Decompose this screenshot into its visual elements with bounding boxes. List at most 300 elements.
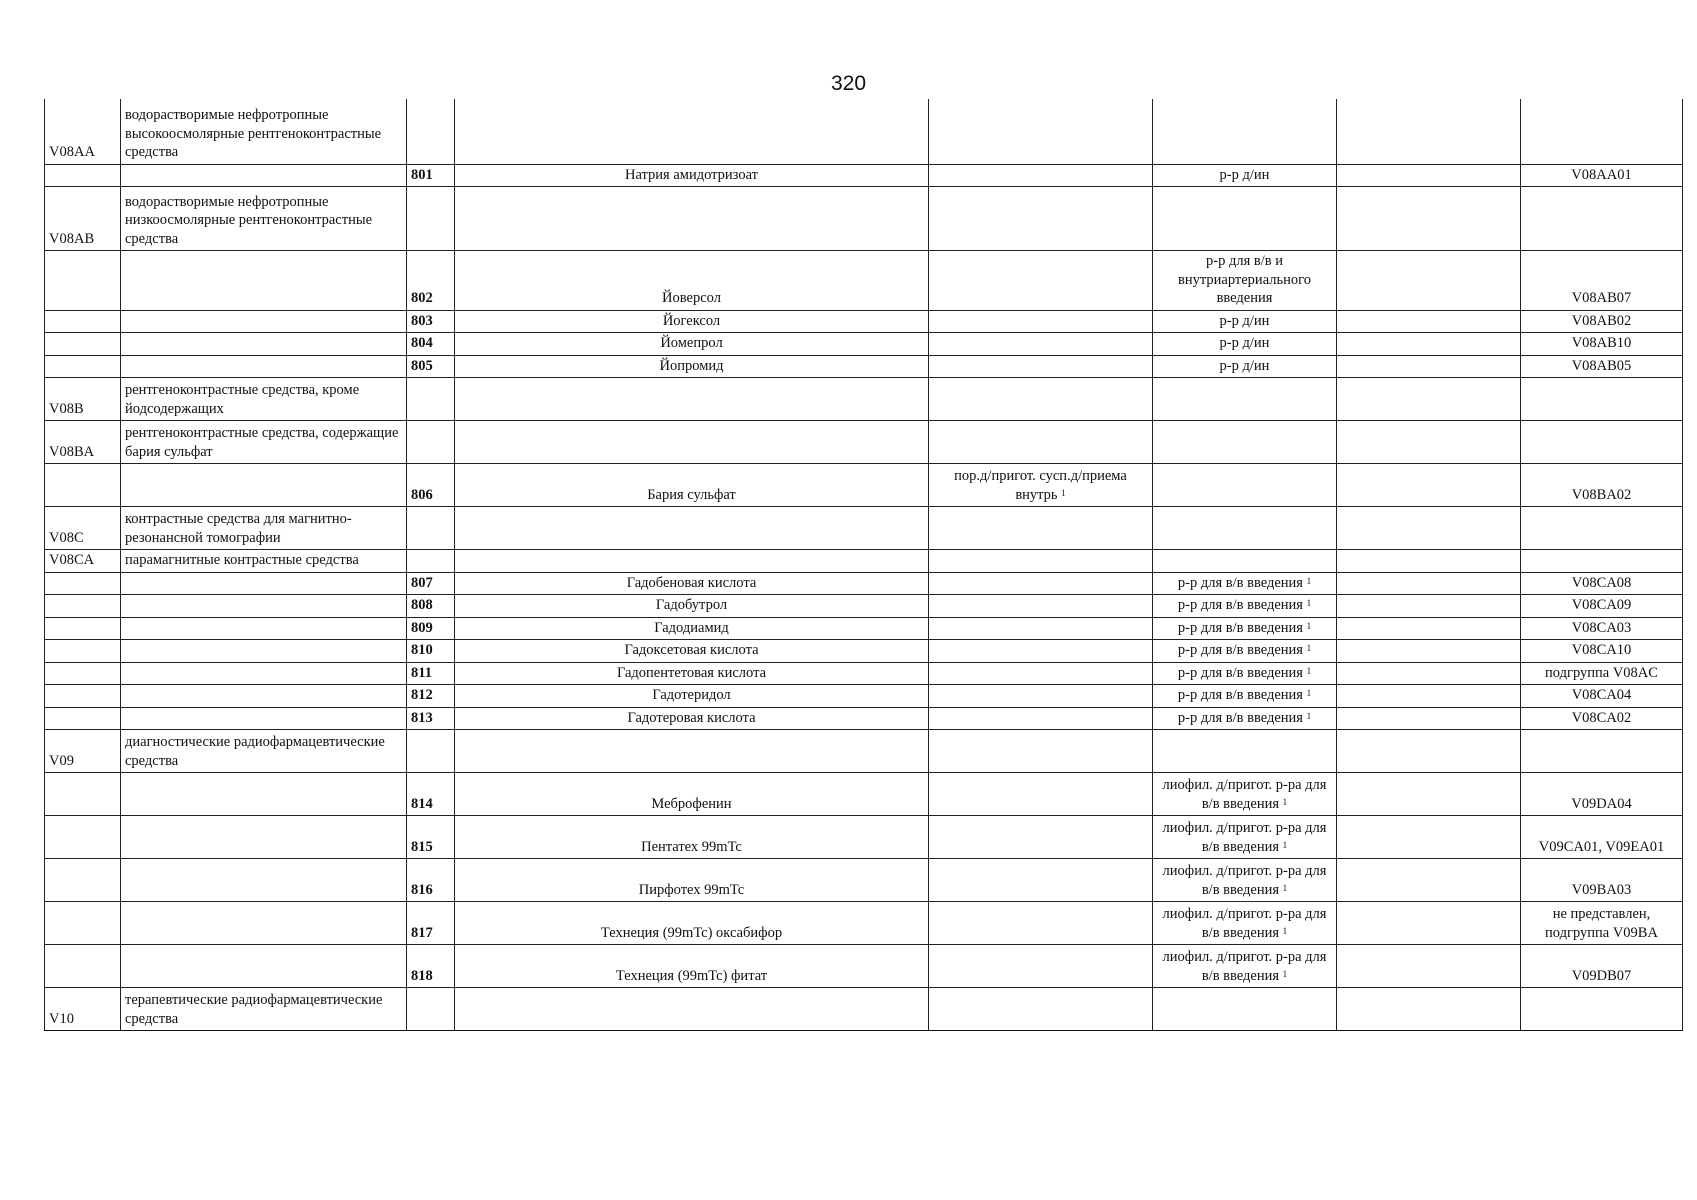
drug-name: Гадобутрол: [655, 597, 728, 613]
item-number-cell: [407, 421, 455, 464]
group-description-cell: [121, 707, 407, 730]
dosage-form-injection: р-р д/ин: [1219, 357, 1270, 374]
drug-name-cell: [455, 421, 929, 464]
atc-group-code-cell: [45, 550, 121, 573]
dosage-form-injection: р-р для в/в введения: [1177, 687, 1303, 703]
dosage-form-injection: р-р для в/в введения: [1177, 709, 1303, 726]
footnote-marker: 1: [1306, 643, 1312, 653]
atc-group-code-cell: [45, 164, 121, 187]
dosage-form-injection: р-р для в/в введения: [1177, 619, 1303, 636]
atc-group-code-cell: [45, 640, 121, 663]
dosage-form-injection-cell: [1153, 550, 1337, 573]
drug-name: Йогексол: [662, 312, 721, 329]
empty-column-cell: [1337, 187, 1521, 251]
atc-group-code: V09: [49, 752, 74, 769]
table-row: [45, 333, 1683, 356]
drug-name-cell: [455, 859, 929, 902]
drug-name-cell: [455, 572, 929, 595]
dosage-form-injection: р-р для в/в и внутриартериального введения: [1178, 253, 1311, 306]
empty-column-cell: [1337, 310, 1521, 333]
dosage-form-cell: [929, 859, 1153, 902]
drug-name-cell: [455, 685, 929, 708]
item-number: 812: [411, 687, 433, 703]
group-description: контрастные средства для магнитно-резонансной томографии: [125, 511, 352, 546]
dosage-form-injection-cell: [1153, 164, 1337, 187]
drug-name-cell: [455, 988, 929, 1031]
empty-column-cell: [1337, 99, 1521, 164]
dosage-form-injection-cell: [1153, 572, 1337, 595]
group-description-cell: [121, 187, 407, 251]
item-number-cell: [407, 378, 455, 421]
item-number: 803: [411, 312, 433, 329]
drug-name: Йомепрол: [660, 335, 723, 351]
atc-code: V08AB02: [1571, 312, 1632, 329]
atc-group-code: V08C: [49, 529, 84, 546]
atc-code: V08AB10: [1571, 335, 1632, 351]
item-number-cell: [407, 859, 455, 902]
atc-group-code-cell: [45, 707, 121, 730]
footnote-marker: 1: [1306, 710, 1312, 721]
table-row: [45, 685, 1683, 708]
dosage-form-cell: [929, 595, 1153, 618]
footnote-marker: 1: [1282, 882, 1288, 893]
drug-name-cell: [455, 99, 929, 164]
dosage-form-cell: [929, 773, 1153, 816]
medicines-table: [44, 99, 1683, 1031]
dosage-form-injection-cell: [1153, 640, 1337, 663]
empty-column-cell: [1337, 355, 1521, 378]
drug-name: Технеция (99mTc) фитат: [615, 967, 768, 984]
dosage-form-cell: [929, 945, 1153, 988]
dosage-form-injection-cell: [1153, 685, 1337, 708]
item-number: 813: [411, 709, 433, 726]
dosage-form-injection-cell: [1153, 310, 1337, 333]
dosage-form-injection-cell: [1153, 859, 1337, 902]
atc-group-code-cell: [45, 730, 121, 773]
dosage-form-cell: [929, 355, 1153, 378]
table-row: [45, 421, 1683, 464]
atc-code-cell: [1521, 640, 1683, 663]
group-description-cell: [121, 988, 407, 1031]
drug-name-cell: [455, 640, 929, 663]
atc-group-code-cell: [45, 507, 121, 550]
atc-group-code-cell: [45, 310, 121, 333]
atc-code-cell: [1521, 355, 1683, 378]
atc-code: V08CA03: [1571, 619, 1632, 636]
item-number: 802: [411, 290, 433, 306]
drug-name: Гадопентетовая кислота: [616, 664, 767, 681]
table-row: [45, 464, 1683, 507]
empty-column-cell: [1337, 685, 1521, 708]
group-description-cell: [121, 355, 407, 378]
item-number-cell: [407, 187, 455, 251]
footnote-marker: 1: [1306, 575, 1312, 586]
atc-code: V08CA08: [1571, 574, 1632, 591]
atc-group-code-cell: [45, 572, 121, 595]
item-number: 818: [411, 967, 433, 984]
drug-name: Гадотеровая кислота: [627, 709, 756, 726]
drug-name-cell: [455, 310, 929, 333]
drug-name-cell: [455, 595, 929, 618]
dosage-form-injection: р-р д/ин: [1219, 166, 1270, 183]
item-number-cell: [407, 816, 455, 859]
dosage-form-cell: [929, 251, 1153, 311]
dosage-form-injection-cell: [1153, 251, 1337, 311]
empty-column-cell: [1337, 164, 1521, 187]
group-description-cell: [121, 773, 407, 816]
atc-code-cell: [1521, 685, 1683, 708]
drug-name-cell: [455, 507, 929, 550]
table-row: [45, 378, 1683, 421]
dosage-form-injection-cell: [1153, 945, 1337, 988]
item-number-cell: [407, 507, 455, 550]
group-description: водорастворимые нефротропные высокоосмолярные рентгеноконтрастные средства: [125, 107, 382, 160]
empty-column-cell: [1337, 617, 1521, 640]
atc-code-cell: [1521, 730, 1683, 773]
dosage-form-injection-cell: [1153, 730, 1337, 773]
atc-group-code: V08B: [49, 400, 84, 417]
group-description-cell: [121, 640, 407, 663]
empty-column-cell: [1337, 816, 1521, 859]
atc-code-cell: [1521, 251, 1683, 311]
dosage-form-injection-cell: [1153, 988, 1337, 1031]
drug-name-cell: [455, 902, 929, 945]
atc-code-cell: [1521, 164, 1683, 187]
atc-group-code-cell: [45, 988, 121, 1031]
group-description-cell: [121, 617, 407, 640]
drug-name-cell: [455, 550, 929, 573]
page-number: 320: [830, 72, 867, 95]
group-description: рентгеноконтрастные средства, кроме йодсодержащих: [125, 382, 360, 417]
dosage-form-injection-cell: [1153, 816, 1337, 859]
item-number-cell: [407, 640, 455, 663]
atc-code: V09CA01, V09EA01: [1538, 838, 1665, 855]
empty-column-cell: [1337, 640, 1521, 663]
group-description: рентгеноконтрастные средства, содержащие бария сульфат: [125, 425, 399, 460]
footnote-marker: 1: [1306, 665, 1312, 676]
dosage-form-injection-cell: [1153, 707, 1337, 730]
dosage-form-cell: [929, 550, 1153, 573]
dosage-form-cell: [929, 421, 1153, 464]
item-number: 816: [411, 881, 433, 898]
dosage-form-cell: [929, 707, 1153, 730]
table-row: [45, 640, 1683, 663]
item-number-cell: [407, 333, 455, 356]
item-number: 810: [411, 642, 433, 658]
table-row: [45, 572, 1683, 595]
dosage-form-injection-cell: [1153, 507, 1337, 550]
group-description-cell: [121, 662, 407, 685]
drug-name: Меброфенин: [651, 795, 732, 812]
item-number-cell: [407, 251, 455, 311]
atc-group-code: V08AA: [49, 144, 95, 160]
dosage-form-cell: [929, 988, 1153, 1031]
table-row: [45, 550, 1683, 573]
empty-column-cell: [1337, 859, 1521, 902]
dosage-form-injection-cell: [1153, 99, 1337, 164]
group-description-cell: [121, 816, 407, 859]
atc-group-code-cell: [45, 816, 121, 859]
footnote-marker: 1: [1282, 839, 1288, 850]
atc-group-code-cell: [45, 595, 121, 618]
item-number: 809: [411, 619, 433, 636]
atc-code-cell: [1521, 507, 1683, 550]
atc-code: V09DA04: [1571, 795, 1632, 812]
dosage-form-injection-cell: [1153, 355, 1337, 378]
empty-column-cell: [1337, 662, 1521, 685]
drug-name: Йопромид: [659, 357, 724, 374]
atc-code: V08BA02: [1571, 486, 1632, 503]
empty-column-cell: [1337, 378, 1521, 421]
atc-code-cell: [1521, 333, 1683, 356]
dosage-form-injection: лиофил. д/пригот. р-ра для в/в введения: [1162, 863, 1327, 898]
atc-group-code-cell: [45, 662, 121, 685]
atc-code-cell: [1521, 99, 1683, 164]
empty-column-cell: [1337, 421, 1521, 464]
dosage-form-cell: [929, 187, 1153, 251]
atc-group-code-cell: [45, 773, 121, 816]
table-row: [45, 730, 1683, 773]
item-number-cell: [407, 595, 455, 618]
group-description-cell: [121, 945, 407, 988]
atc-code-cell: [1521, 662, 1683, 685]
drug-name: Пирфотех 99mTc: [638, 881, 745, 898]
item-number: 806: [411, 486, 433, 503]
table-row: [45, 310, 1683, 333]
dosage-form-injection-cell: [1153, 773, 1337, 816]
drug-name-cell: [455, 730, 929, 773]
group-description-cell: [121, 310, 407, 333]
drug-name-cell: [455, 945, 929, 988]
drug-name-cell: [455, 355, 929, 378]
empty-column-cell: [1337, 730, 1521, 773]
group-description-cell: [121, 550, 407, 573]
group-description-cell: [121, 730, 407, 773]
group-description-cell: [121, 164, 407, 187]
drug-name: Технеция (99mTc) оксабифор: [600, 924, 783, 941]
atc-code: V08AB07: [1571, 290, 1632, 306]
dosage-form-injection-cell: [1153, 187, 1337, 251]
atc-code-cell: [1521, 816, 1683, 859]
dosage-form-injection: р-р для в/в введения: [1177, 574, 1303, 591]
atc-code: V08AB05: [1571, 357, 1632, 374]
group-description-cell: [121, 421, 407, 464]
group-description: диагностические радиофармацевтические средства: [125, 734, 385, 769]
item-number-cell: [407, 310, 455, 333]
empty-column-cell: [1337, 572, 1521, 595]
atc-group-code-cell: [45, 378, 121, 421]
group-description: парамагнитные контрастные средства: [125, 552, 359, 568]
item-number-cell: [407, 164, 455, 187]
atc-group-code: V10: [49, 1010, 74, 1027]
item-number: 811: [411, 664, 432, 681]
atc-code-cell: [1521, 572, 1683, 595]
item-number-cell: [407, 773, 455, 816]
group-description-cell: [121, 859, 407, 902]
table-row: [45, 945, 1683, 988]
empty-column-cell: [1337, 464, 1521, 507]
dosage-form-injection: р-р д/ин: [1219, 335, 1270, 351]
drug-name: Гадодиамид: [654, 619, 729, 636]
dosage-form-injection-cell: [1153, 464, 1337, 507]
group-description-cell: [121, 251, 407, 311]
footnote-marker: 1: [1282, 925, 1288, 936]
item-number-cell: [407, 662, 455, 685]
dosage-form-cell: [929, 464, 1153, 507]
dosage-form-cell: [929, 816, 1153, 859]
table-row: [45, 816, 1683, 859]
item-number: 817: [411, 924, 433, 941]
atc-code: не представлен, подгруппа V09BA: [1545, 906, 1658, 941]
drug-name: Бария сульфат: [647, 486, 736, 503]
dosage-form-cell: [929, 730, 1153, 773]
table-row: [45, 773, 1683, 816]
footnote-marker: 1: [1306, 620, 1312, 631]
item-number-cell: [407, 945, 455, 988]
atc-code: V08AA01: [1571, 166, 1632, 183]
dosage-form-injection-cell: [1153, 595, 1337, 618]
table-row: [45, 707, 1683, 730]
atc-group-code-cell: [45, 945, 121, 988]
table-row: [45, 507, 1683, 550]
table-row: [45, 187, 1683, 251]
atc-code: V08CA04: [1571, 687, 1632, 703]
drug-name: Пентатех 99mTc: [641, 838, 742, 855]
drug-name-cell: [455, 164, 929, 187]
empty-column-cell: [1337, 333, 1521, 356]
atc-code-cell: [1521, 378, 1683, 421]
item-number: 804: [411, 335, 433, 351]
table-row: [45, 99, 1683, 164]
atc-group-code-cell: [45, 421, 121, 464]
empty-column-cell: [1337, 945, 1521, 988]
item-number-cell: [407, 902, 455, 945]
atc-group-code-cell: [45, 99, 121, 164]
atc-code-cell: [1521, 421, 1683, 464]
atc-code-cell: [1521, 550, 1683, 573]
drug-name-cell: [455, 816, 929, 859]
atc-code: V08CA09: [1571, 597, 1632, 613]
atc-group-code-cell: [45, 902, 121, 945]
group-description-cell: [121, 378, 407, 421]
dosage-form-cell: [929, 164, 1153, 187]
atc-group-code-cell: [45, 355, 121, 378]
item-number: 814: [411, 795, 433, 812]
group-description-cell: [121, 507, 407, 550]
dosage-form-injection: лиофил. д/пригот. р-ра для в/в введения: [1162, 906, 1327, 941]
drug-name: Гадотеридол: [652, 687, 731, 703]
dosage-form-cell: [929, 902, 1153, 945]
footnote-marker: 1: [1282, 796, 1288, 807]
drug-name: Натрия амидотризоат: [625, 166, 758, 183]
atc-code: подгруппа V08AC: [1545, 664, 1658, 681]
atc-code-cell: [1521, 617, 1683, 640]
dosage-form-injection: р-р для в/в введения: [1177, 597, 1303, 613]
empty-column-cell: [1337, 773, 1521, 816]
table-row: [45, 902, 1683, 945]
table-row: [45, 251, 1683, 311]
item-number-cell: [407, 550, 455, 573]
item-number: 801: [411, 166, 433, 183]
item-number-cell: [407, 730, 455, 773]
item-number-cell: [407, 988, 455, 1031]
item-number-cell: [407, 617, 455, 640]
dosage-form-injection: лиофил. д/пригот. р-ра для в/в введения: [1162, 777, 1327, 812]
dosage-form-cell: [929, 333, 1153, 356]
atc-group-code: V08CA: [49, 552, 95, 568]
atc-group-code: V08AB: [49, 230, 95, 247]
empty-column-cell: [1337, 988, 1521, 1031]
atc-code-cell: [1521, 310, 1683, 333]
empty-column-cell: [1337, 507, 1521, 550]
footnote-marker: 1: [1282, 968, 1288, 979]
atc-group-code-cell: [45, 859, 121, 902]
table-body: [45, 99, 1683, 1031]
group-description-cell: [121, 99, 407, 164]
dosage-form-injection-cell: [1153, 333, 1337, 356]
group-description: терапевтические радиофармацевтические средства: [125, 992, 383, 1027]
item-number: 815: [411, 838, 433, 855]
footnote-marker: 1: [1061, 487, 1066, 498]
atc-code: V09DB07: [1571, 967, 1632, 984]
footnote-marker: 1: [1306, 688, 1312, 698]
atc-code-cell: [1521, 187, 1683, 251]
table-row: [45, 355, 1683, 378]
drug-name: Йоверсол: [662, 290, 721, 306]
footnote-marker: 1: [1306, 598, 1312, 608]
atc-code-cell: [1521, 902, 1683, 945]
empty-column-cell: [1337, 251, 1521, 311]
atc-group-code-cell: [45, 333, 121, 356]
dosage-form-injection: р-р д/ин: [1219, 312, 1270, 329]
atc-group-code: V08BA: [49, 443, 95, 460]
group-description-cell: [121, 902, 407, 945]
item-number-cell: [407, 99, 455, 164]
table-row: [45, 859, 1683, 902]
dosage-form-cell: [929, 685, 1153, 708]
atc-code-cell: [1521, 464, 1683, 507]
drug-name-cell: [455, 773, 929, 816]
atc-code-cell: [1521, 707, 1683, 730]
dosage-form: пор.д/пригот. сусп.д/приема внутрь: [954, 468, 1127, 503]
item-number: 807: [411, 574, 433, 591]
dosage-form-injection-cell: [1153, 902, 1337, 945]
empty-column-cell: [1337, 550, 1521, 573]
dosage-form-cell: [929, 572, 1153, 595]
item-number-cell: [407, 464, 455, 507]
empty-column-cell: [1337, 595, 1521, 618]
atc-code-cell: [1521, 988, 1683, 1031]
dosage-form-cell: [929, 507, 1153, 550]
group-description-cell: [121, 685, 407, 708]
atc-group-code-cell: [45, 464, 121, 507]
group-description: водорастворимые нефротропные низкоосмолярные рентгеноконтрастные средства: [125, 193, 373, 247]
atc-group-code-cell: [45, 685, 121, 708]
table-row: [45, 595, 1683, 618]
dosage-form-injection-cell: [1153, 662, 1337, 685]
dosage-form-injection: лиофил. д/пригот. р-ра для в/в введения: [1162, 949, 1327, 984]
item-number: 808: [411, 597, 433, 613]
dosage-form-cell: [929, 662, 1153, 685]
dosage-form-cell: [929, 617, 1153, 640]
dosage-form-cell: [929, 640, 1153, 663]
empty-column-cell: [1337, 707, 1521, 730]
dosage-form-injection: лиофил. д/пригот. р-ра для в/в введения: [1162, 820, 1327, 855]
drug-name-cell: [455, 617, 929, 640]
dosage-form-cell: [929, 378, 1153, 421]
drug-name-cell: [455, 378, 929, 421]
dosage-form-injection-cell: [1153, 378, 1337, 421]
